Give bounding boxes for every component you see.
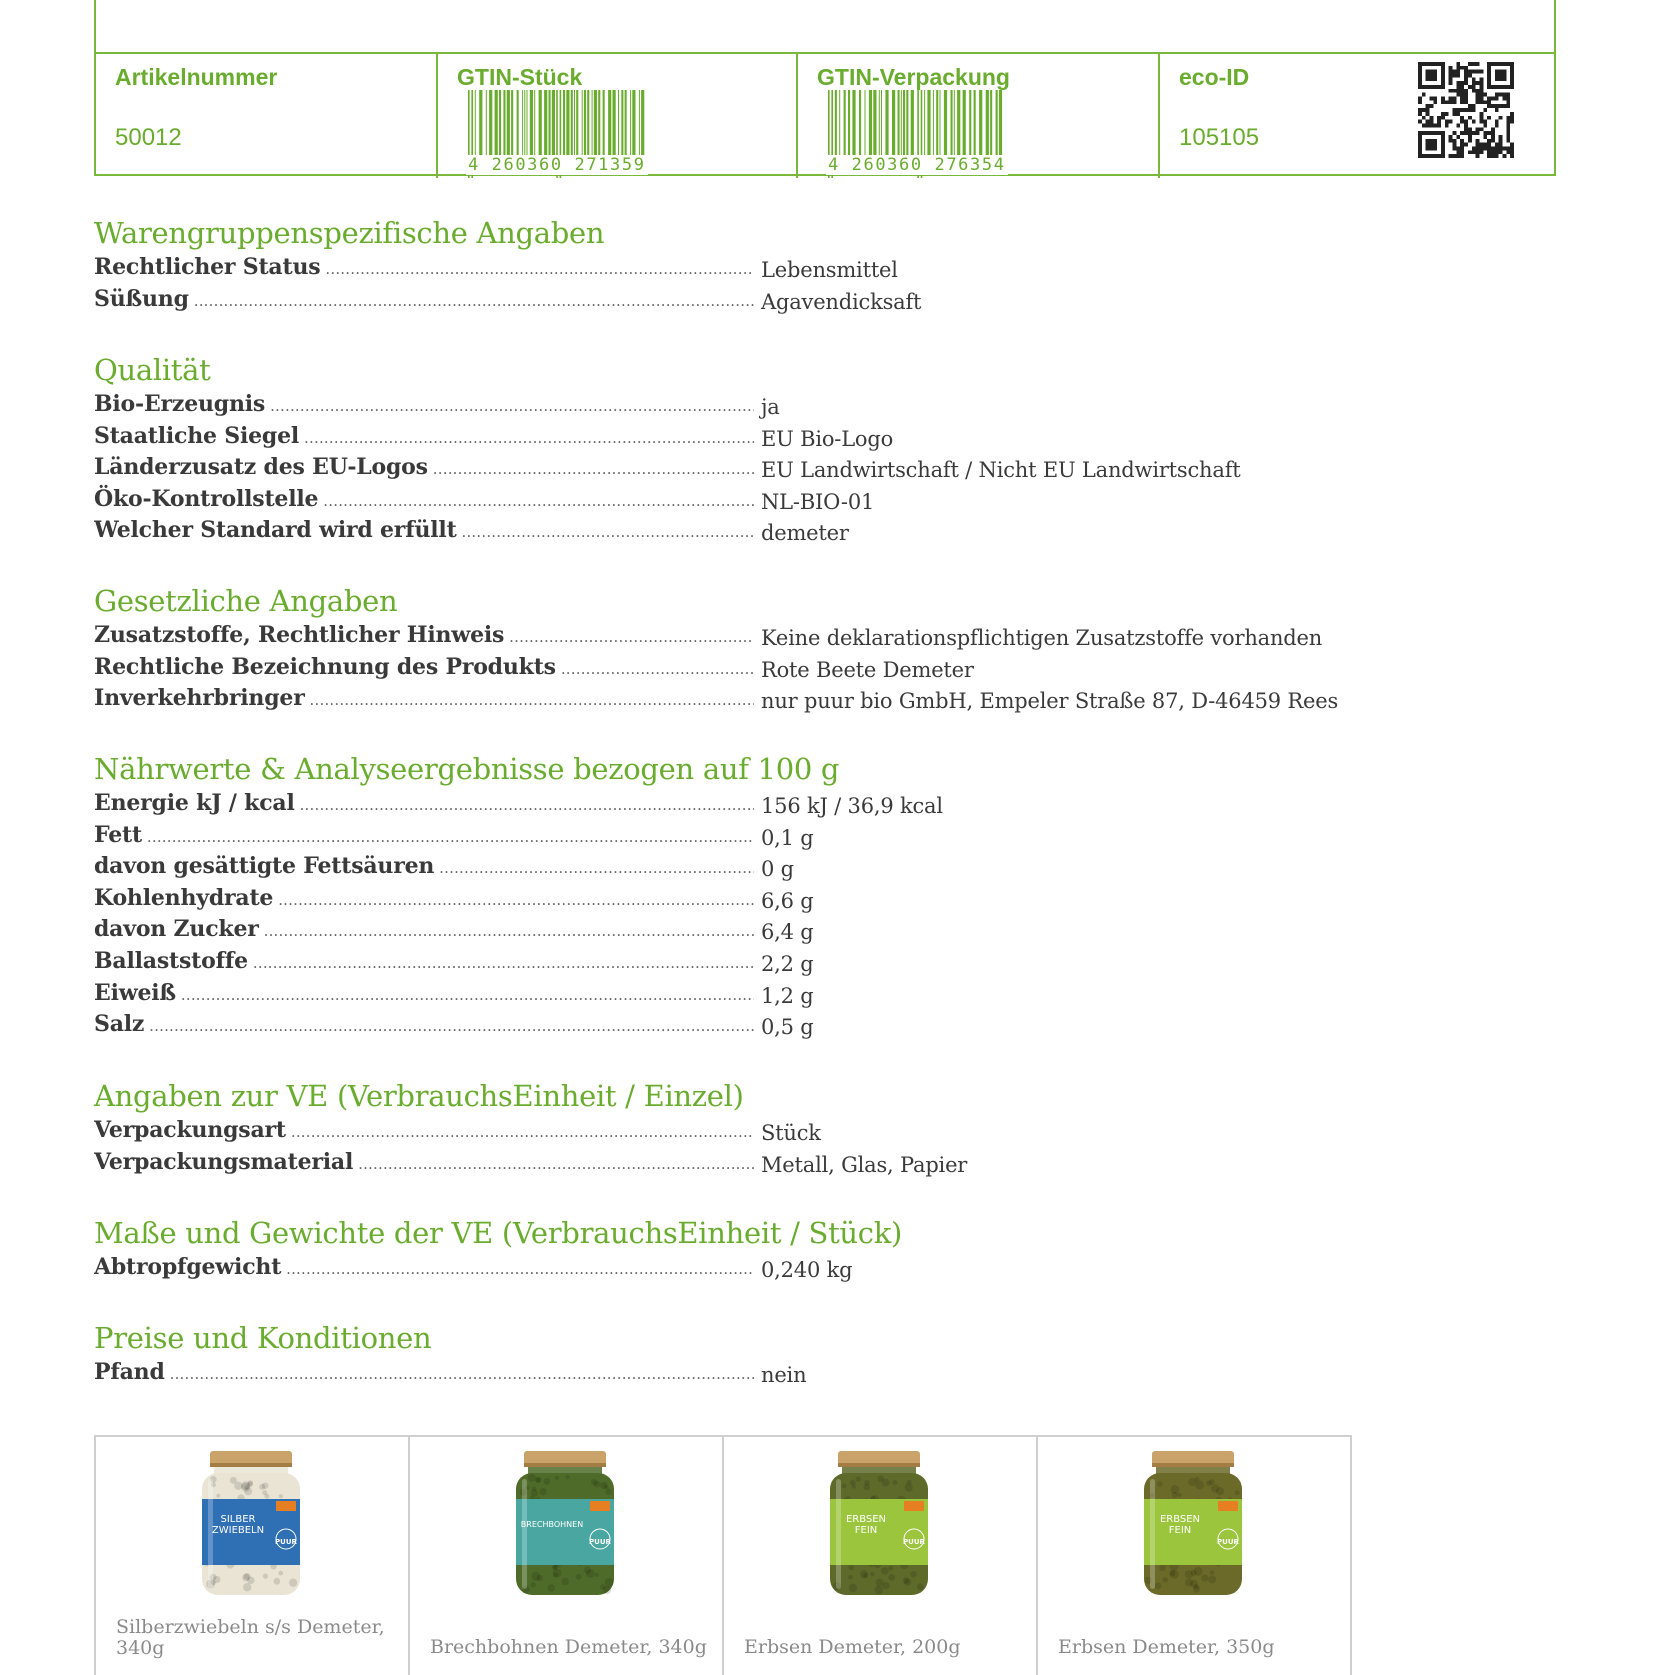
row-value: EU Landwirtschaft / Nicht EU Landwirtschaft (761, 458, 1241, 483)
row-value: ja (761, 395, 780, 419)
article-number-label: Artikelnummer (115, 64, 278, 90)
data-row (94, 1009, 1494, 1041)
row-label: Pfand ..... (94, 1357, 754, 1387)
row-value: 0,1 g (761, 825, 814, 850)
row-label: Zusatzstoffe, Rechtlicher Hinweis ..... (94, 620, 754, 650)
cell-gtin-piece (438, 54, 798, 178)
data-row (94, 620, 1494, 652)
data-row (94, 1357, 1494, 1389)
data-row (94, 820, 1494, 852)
row-value: 0 g (761, 857, 794, 882)
data-row (94, 946, 1494, 978)
product-name[interactable]: Silberzwiebeln s/s Demeter, 340g (116, 1616, 385, 1659)
product-name[interactable]: Brechbohnen Demeter, 340g (430, 1636, 707, 1658)
row-value: 0,5 g (761, 1015, 814, 1040)
row-value: 156 kJ / 36,9 kcal (761, 794, 943, 818)
section-consumer-unit (94, 1077, 1494, 1178)
section-title: Angaben zur VE (VerbrauchsEinheit / Einzel) (94, 1079, 744, 1113)
gtin-piece-number: 4 260360 271359 (468, 155, 646, 175)
row-label: davon Zucker ..... (94, 914, 754, 944)
section-title: Preise und Konditionen (94, 1321, 432, 1355)
row-label: Energie kJ / kcal ..... (94, 788, 754, 818)
row-value: Stück (761, 1121, 821, 1145)
data-row (94, 788, 1494, 820)
product-card[interactable] (724, 1435, 1038, 1675)
row-value: demeter (761, 521, 849, 546)
section-dimensions (94, 1214, 1494, 1284)
row-label: Ballaststoffe ..... (94, 946, 754, 976)
row-value: Lebensmittel (761, 258, 898, 282)
jar-image (824, 1449, 934, 1599)
data-row (94, 883, 1494, 915)
data-row (94, 978, 1494, 1010)
data-row (94, 421, 1494, 453)
row-label: Rechtliche Bezeichnung des Produkts ..... (94, 652, 754, 682)
data-row (94, 1147, 1494, 1179)
svg-text:PUUR: PUUR (903, 1538, 925, 1546)
row-label: Rechtlicher Status ..... (94, 252, 754, 282)
article-number-value: 50012 (115, 124, 182, 151)
data-row (94, 1252, 1494, 1284)
data-row (94, 389, 1494, 421)
eco-id-label: eco-ID (1179, 64, 1250, 90)
data-row (94, 452, 1494, 484)
row-value: EU Bio-Logo (761, 426, 894, 451)
svg-text:ERBSEN: ERBSEN (1159, 1514, 1201, 1525)
row-label: Welcher Standard wird erfüllt ..... (94, 515, 754, 545)
row-label: Verpackungsmaterial ..... (94, 1147, 754, 1177)
data-row (94, 515, 1494, 547)
row-value: 6,4 g (761, 920, 814, 945)
product-header-table (94, 0, 1556, 176)
eco-id-value: 105105 (1179, 124, 1260, 151)
row-label: Bio-Erzeugnis ..... (94, 389, 754, 419)
data-row (94, 484, 1494, 516)
row-label: davon gesättigte Fettsäuren ..... (94, 851, 754, 881)
jar-image (510, 1449, 620, 1599)
row-label: Kohlenhydrate ..... (94, 883, 754, 913)
section-quality (94, 351, 1494, 547)
row-label: Eiweiß ..... (94, 978, 754, 1008)
svg-text:SILBER: SILBER (220, 1514, 256, 1525)
section-title: Gesetzliche Angaben (94, 584, 398, 618)
qr-code-icon (1418, 62, 1514, 158)
data-row (94, 914, 1494, 946)
row-label: Öko-Kontrollstelle ..... (94, 484, 754, 514)
row-value: Rote Beete Demeter (761, 657, 974, 682)
row-label: Salz ..... (94, 1009, 754, 1039)
product-name[interactable]: Erbsen Demeter, 350g (1058, 1636, 1275, 1658)
section-title: Warengruppenspezifische Angaben (94, 216, 605, 250)
row-value: 6,6 g (761, 888, 814, 913)
product-name[interactable]: Erbsen Demeter, 200g (744, 1636, 961, 1658)
gtin-package-number: 4 260360 276354 (828, 155, 1006, 175)
row-value: 1,2 g (761, 983, 814, 1008)
section-title: Nährwerte & Analyseergebnisse bezogen auf 100 g (94, 752, 840, 786)
row-value: 2,2 g (761, 951, 814, 976)
section-product-group (94, 214, 1494, 315)
related-products (94, 1435, 1352, 1675)
row-label: Fett ..... (94, 820, 754, 850)
product-card[interactable] (410, 1435, 724, 1675)
data-row (94, 1115, 1494, 1147)
row-value: nur puur bio GmbH, Empeler Straße 87, D-46459 Rees (761, 689, 1339, 714)
cell-article-number (96, 54, 438, 178)
gtin-piece-label: GTIN-Stück (457, 64, 583, 90)
svg-text:PUUR: PUUR (589, 1538, 611, 1546)
jar-image (1138, 1449, 1248, 1599)
jar-image (196, 1449, 306, 1599)
svg-text:BRECHBOHNEN: BRECHBOHNEN (520, 1520, 584, 1529)
data-row (94, 683, 1494, 715)
cell-eco-id (1160, 54, 1554, 178)
row-label: Inverkehrbringer ..... (94, 683, 754, 713)
data-row (94, 851, 1494, 883)
svg-text:PUUR: PUUR (275, 1538, 297, 1546)
section-title: Maße und Gewichte der VE (VerbrauchsEinheit / Stück) (94, 1216, 903, 1250)
row-value: 0,240 kg (761, 1258, 853, 1282)
row-value: nein (761, 1363, 807, 1387)
row-value: Keine deklarationspflichtigen Zusatzstoffe vorhanden (761, 626, 1323, 650)
row-label: Länderzusatz des EU-Logos ..... (94, 452, 754, 482)
data-row (94, 652, 1494, 684)
header-row (96, 52, 1554, 178)
product-card[interactable] (96, 1435, 410, 1675)
cell-gtin-package (798, 54, 1160, 178)
row-value: NL-BIO-01 (761, 489, 875, 514)
section-legal (94, 582, 1494, 715)
svg-text:ERBSEN: ERBSEN (845, 1514, 887, 1525)
section-title: Qualität (94, 353, 211, 387)
row-label: Staatliche Siegel ..... (94, 421, 754, 451)
section-prices (94, 1319, 1494, 1389)
svg-text:PUUR: PUUR (1217, 1538, 1239, 1546)
svg-text:FEIN: FEIN (1168, 1525, 1192, 1536)
row-label: Süßung ..... (94, 284, 754, 314)
section-nutrition (94, 750, 1494, 1041)
svg-text:ZWIEBELN: ZWIEBELN (211, 1525, 265, 1536)
product-card[interactable] (1038, 1435, 1352, 1675)
data-row (94, 284, 1494, 316)
data-row (94, 252, 1494, 284)
row-label: Abtropfgewicht ..... (94, 1252, 754, 1282)
svg-text:FEIN: FEIN (854, 1525, 878, 1536)
gtin-package-label: GTIN-Verpackung (817, 64, 1010, 90)
row-label: Verpackungsart ..... (94, 1115, 754, 1145)
row-value: Agavendicksaft (761, 289, 922, 314)
row-value: Metall, Glas, Papier (761, 1152, 968, 1177)
